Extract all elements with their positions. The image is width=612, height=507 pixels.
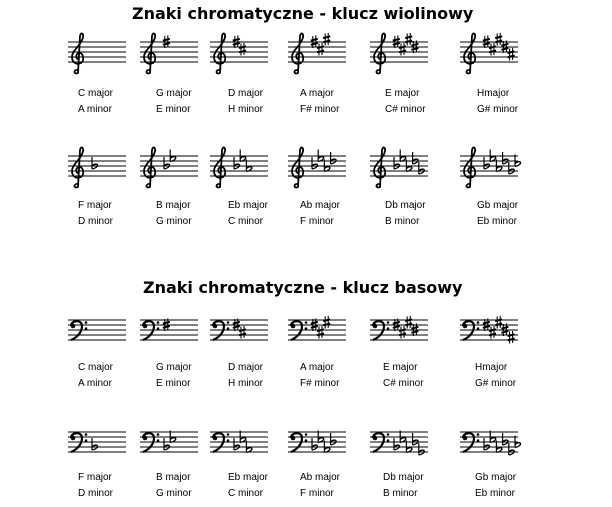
major-key-label: C major [78,88,114,99]
minor-key-label: B minor [385,216,420,227]
flat-icon [234,157,240,169]
minor-key-label: F# minor [300,378,340,389]
staff-bass-sharp-4 [370,316,428,340]
major-key-label: C major [78,362,114,373]
minor-key-label: F minor [300,488,334,499]
minor-key-label: C minor [228,216,264,227]
staff-bass-flat-1 [140,431,198,453]
minor-key-label: C minor [228,488,264,499]
staff-treble-sharp-5 [460,33,518,74]
flat-icon [509,443,515,455]
minor-key-label: A minor [78,104,112,115]
sharp-icon [239,43,246,56]
minor-key-label: G# minor [475,378,517,389]
minor-key-label: Eb minor [477,216,518,227]
flat-icon [509,162,515,174]
bass-clef-icon [71,433,88,452]
bass-clef-icon [373,321,390,340]
staff-bass-flat-2 [210,431,268,453]
staff-bass-flat-3 [288,431,346,453]
staff-bass-sharp-2 [210,318,268,340]
minor-key-label: F# minor [300,104,340,115]
flat-icon [92,157,98,169]
flat-icon [503,433,509,445]
minor-key-label: H minor [228,104,264,115]
sharp-icon [317,326,324,339]
flat-icon [312,157,318,169]
staff-treble-flat-1 [140,147,198,187]
flat-icon [331,433,337,445]
major-key-label: F major [78,200,112,211]
treble-clef-icon [292,147,303,187]
staff-bass-flat-4 [370,431,428,456]
minor-key-label: D minor [78,488,114,499]
treble-clef-icon [72,147,83,187]
major-key-label: Ab major [300,472,341,483]
flat-icon [484,438,490,450]
major-key-label: E major [385,88,420,99]
treble-clef-icon [214,33,225,73]
sharp-icon [323,316,330,329]
staff-treble-flat-4 [370,147,428,187]
major-key-label: E major [383,362,418,373]
minor-key-label: Eb minor [475,488,516,499]
major-key-label: B major [156,200,191,211]
minor-key-label: G minor [156,488,192,499]
major-key-label: D major [228,362,264,373]
bass-clef-icon [213,433,230,452]
title-bass-section: Znaki chromatyczne - klucz basowy [143,278,463,297]
flat-icon [503,152,509,164]
sharp-icon [405,33,412,46]
treble-clef-icon [72,33,83,73]
staff-bass-flat-0 [68,432,126,452]
major-key-label: A major [300,88,334,99]
major-key-label: Eb major [228,472,269,483]
sharp-icon [495,316,502,329]
minor-key-label: G# minor [477,104,519,115]
minor-key-label: C# minor [383,378,424,389]
major-key-label: F major [78,472,112,483]
minor-key-label: D minor [78,216,114,227]
staff-bass-sharp-0 [68,320,126,340]
staff-treble-flat-0 [68,147,126,187]
bass-clef-icon [463,433,480,452]
sharp-icon [405,316,412,329]
treble-clef-icon [144,33,155,73]
minor-key-label: C# minor [385,104,426,115]
minor-key-label: E minor [156,378,191,389]
minor-key-label: B minor [383,488,418,499]
minor-key-label: A minor [78,378,112,389]
flat-icon [419,162,425,174]
major-key-label: Gb major [475,472,517,483]
bass-clef-icon [291,433,308,452]
minor-key-label: G minor [156,216,192,227]
sharp-icon [239,326,246,339]
flat-icon [234,438,240,450]
bass-clef-icon [373,433,390,452]
sharp-icon [508,48,515,61]
staff-bass-flat-5 [460,431,521,456]
flat-icon [92,438,98,450]
flat-icon [484,157,490,169]
bass-clef-icon [463,321,480,340]
flat-icon [394,438,400,450]
treble-clef-icon [374,147,385,187]
bass-clef-icon [291,321,308,340]
staff-bass-sharp-1 [140,318,198,340]
major-key-label: Eb major [228,200,269,211]
bass-clef-icon [213,321,230,340]
flat-icon [413,152,419,164]
major-key-label: Hmajor [475,362,508,373]
major-key-label: Gb major [477,200,519,211]
sharp-icon [489,326,496,339]
flat-icon [413,433,419,445]
staff-treble-flat-2 [210,147,268,187]
sharp-icon [495,33,502,46]
major-key-label: A major [300,362,334,373]
flat-icon [331,152,337,164]
staff-bass-sharp-5 [460,316,518,344]
treble-clef-icon [464,147,475,187]
staff-treble-sharp-0 [68,33,126,73]
flat-icon [312,438,318,450]
major-key-label: Db major [385,200,426,211]
staff-bass-sharp-3 [288,316,346,340]
bass-clef-icon [143,321,160,340]
bass-clef-icon [143,433,160,452]
treble-clef-icon [374,33,385,73]
major-key-label: B major [156,472,191,483]
sharp-icon [399,43,406,56]
treble-clef-icon [464,33,475,73]
major-key-label: Db major [383,472,424,483]
staff-treble-sharp-2 [210,33,268,73]
sharp-icon [508,331,515,344]
staff-treble-flat-5 [460,147,521,187]
flat-icon [164,157,170,169]
flat-icon [164,438,170,450]
sharp-icon [323,33,330,46]
major-key-label: G major [156,362,192,373]
minor-key-label: H minor [228,378,264,389]
staff-treble-sharp-3 [288,33,346,74]
major-key-label: Hmajor [477,88,510,99]
major-key-label: G major [156,88,192,99]
staff-treble-sharp-1 [140,33,198,73]
title-treble-section: Znaki chromatyczne - klucz wiolinowy [132,4,474,23]
minor-key-label: E minor [156,104,191,115]
staff-treble-flat-3 [288,147,346,187]
major-key-label: D major [228,88,264,99]
treble-clef-icon [144,147,155,187]
sharp-icon [399,326,406,339]
flat-icon [419,443,425,455]
sharp-icon [489,43,496,56]
staff-treble-sharp-4 [370,33,428,74]
bass-clef-icon [71,321,88,340]
major-key-label: Ab major [300,200,341,211]
treble-clef-icon [214,147,225,187]
sharp-icon [317,43,324,56]
treble-clef-icon [292,33,303,73]
minor-key-label: F minor [300,216,334,227]
flat-icon [394,157,400,169]
